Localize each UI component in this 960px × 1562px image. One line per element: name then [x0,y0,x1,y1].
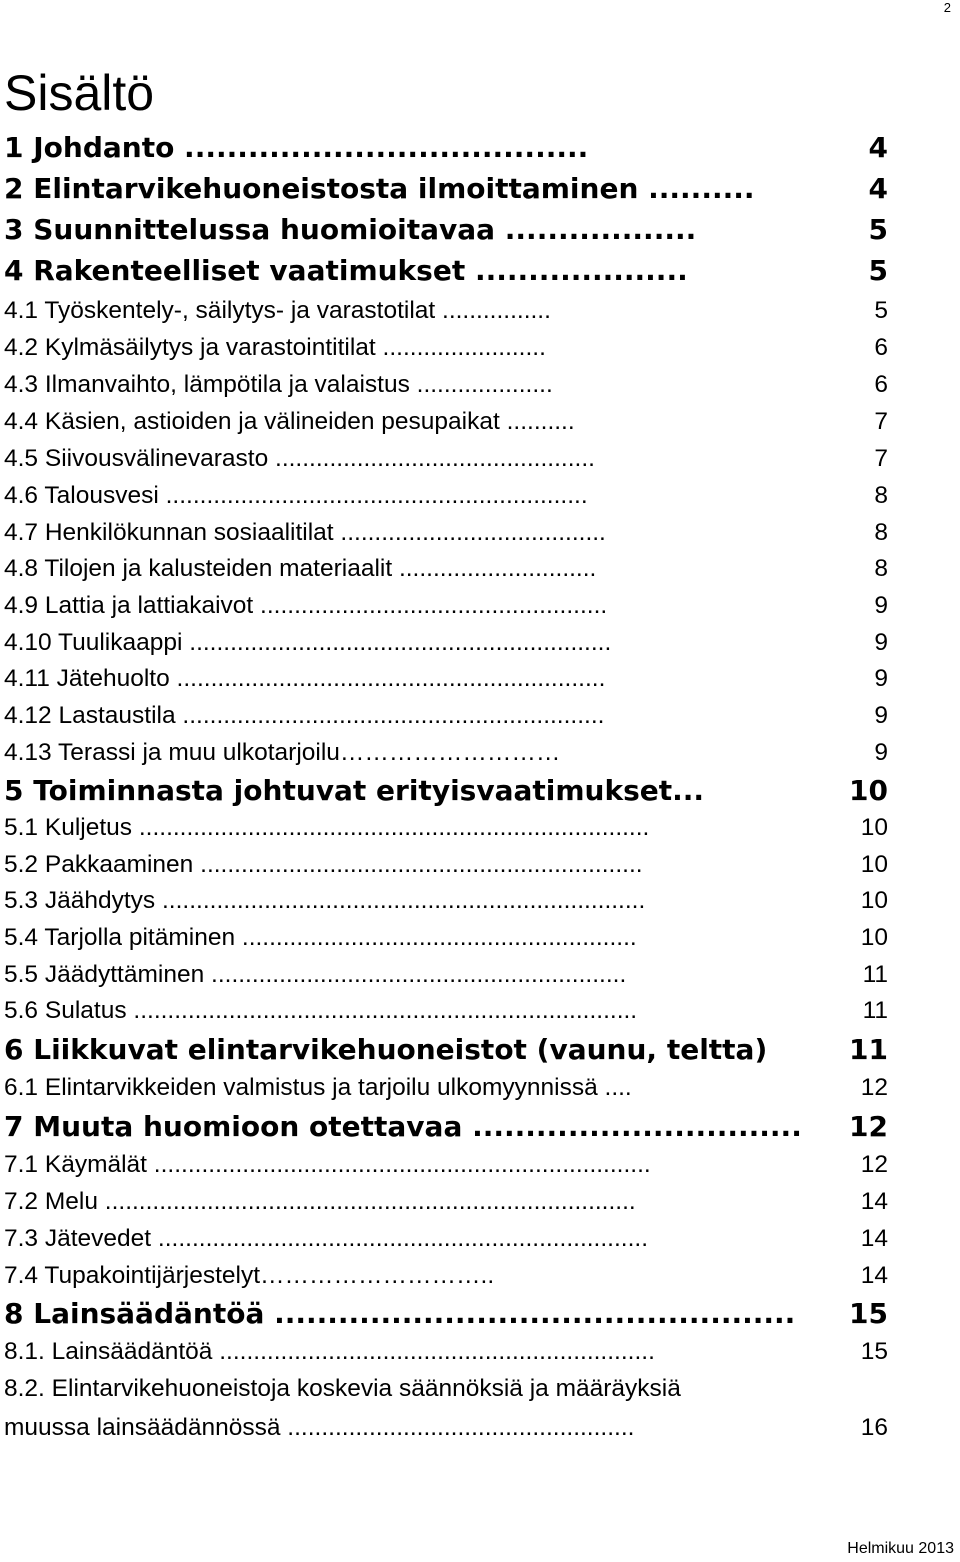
toc-entry-dots: .... [597,1074,632,1101]
toc-entry[interactable] [4,1183,904,1220]
toc-entry[interactable] [4,440,904,477]
toc-entry-label: 4.13 Terassi ja muu ulkotarjoilu [4,739,340,766]
toc-entry-dots: ............................... [462,1110,802,1143]
toc-entry-label: 5.3 Jäähdytys [4,887,156,914]
toc-entry-page: 10 [853,919,888,956]
toc-entry[interactable] [4,292,904,329]
toc-entry-label: 4.9 Lattia ja lattiakaivot [4,592,254,619]
toc-entry-dots: ............................................................. [204,961,627,988]
toc-entry-dots: ............................................................... [169,665,606,692]
toc-entry-page: 15 [841,1294,888,1334]
toc-entry-label: 8 Lainsäädäntöä [4,1297,265,1330]
toc-entry-page: 8 [866,477,888,514]
toc-entry-dots: .......... [638,172,755,205]
toc-entry-dots: ................................................... [253,592,608,619]
toc-entry-page: 10 [853,846,888,883]
toc-entry-label: 4 Rakenteelliset vaatimukset [4,254,466,287]
toc-entry-label: 7 Muuta huomioon otettavaa [4,1110,463,1143]
toc-entry[interactable] [4,919,904,956]
toc-entry-label: 4.11 Jätehuolto [4,665,170,692]
toc-entry[interactable] [4,1220,904,1257]
toc-entry-dots: ............................................... [268,445,595,472]
toc-entry-dots: .......................................................... [235,924,637,951]
toc-entry-dots: .................. [495,213,697,246]
toc-entry-page: 5 [866,292,888,329]
toc-entry[interactable] [4,550,904,587]
toc-entry-label: 5.1 Kuljetus [4,814,133,841]
toc-entry[interactable] [4,169,904,209]
toc-entry-label-line2: muussa lainsäädännössä [4,1414,281,1441]
toc-entry-page: 12 [841,1107,888,1147]
toc-entry-label: 5.2 Pakkaaminen [4,851,194,878]
toc-entry-dots: .................... [409,371,553,398]
toc-entry-page: 11 [855,992,888,1029]
toc-entry-label: 4.3 Ilmanvaihto, lämpötila ja valaistus [4,371,410,398]
toc-entry-dots: ................................................. [264,1297,796,1330]
toc-entry[interactable] [4,624,904,661]
toc-entry[interactable] [4,771,904,811]
toc-entry-label: 7.3 Jätevedet [4,1225,152,1252]
toc-entry-label-line1: 8.2. Elintarvikehuoneistoja koskevia säännöksiä ja määräyksiä [4,1375,681,1402]
toc-entry-dots: .................... [465,254,688,287]
toc-entry-dots: ................................................... [280,1414,635,1441]
toc-entry-label: 4.8 Tilojen ja kalusteiden materiaalit [4,555,393,582]
toc-entry[interactable] [4,734,904,771]
toc-entry[interactable] [4,846,904,883]
toc-entry-label: 4.5 Siivousvälinevarasto [4,445,269,472]
toc-entry-page: 6 [866,366,888,403]
toc-entry-label: 5.4 Tarjolla pitäminen [4,924,236,951]
toc-entry-page: 5 [861,251,888,291]
toc-entry-page: 16 [860,1414,888,1441]
toc-entry[interactable] [4,1030,904,1070]
toc-entry-page: 8 [866,514,888,551]
toc-entry[interactable] [4,251,904,291]
toc-entry-page: 14 [853,1220,888,1257]
toc-entry[interactable] [4,697,904,734]
toc-entry-page: 10 [853,809,888,846]
toc-entry-label: 4.1 Työskentely-, säilytys- ja varastotilat [4,297,436,324]
toc-entry-dots: ...................................... [174,131,589,164]
toc-entry[interactable] [4,956,904,993]
toc-entry-page: 12 [853,1069,888,1106]
toc-entry-dots: ... [672,774,705,807]
toc-entry-label: 6.1 Elintarvikkeiden valmistus ja tarjoilu ulkomyynnissä [4,1074,598,1101]
toc-entry-dots: .............................................................. [182,629,612,656]
toc-entry[interactable] [4,1333,904,1370]
toc-entry[interactable] [4,1257,904,1294]
toc-entry-page: 12 [853,1146,888,1183]
toc-entry-label: 7.4 Tupakointijärjestelyt [4,1262,261,1289]
toc-entry[interactable] [4,128,904,168]
toc-entry-label: 4.4 Käsien, astioiden ja välineiden pesupaikat [4,408,500,435]
toc-entry[interactable] [4,366,904,403]
toc-entry[interactable] [4,514,904,551]
toc-entry-page: 6 [866,329,888,366]
page-number: 2 [943,0,951,15]
toc-entry-label: 4.7 Henkilökunnan sosiaalitilat [4,519,334,546]
toc-entry-page: 14 [853,1257,888,1294]
toc-entry-label: 8.1. Lainsäädäntöä [4,1338,213,1365]
toc-entry[interactable] [4,882,904,919]
toc-entry-label: 5.5 Jäädyttäminen [4,961,205,988]
toc-entry-dots: ....................................... [333,519,606,546]
toc-entry-page: 9 [866,660,888,697]
toc-entry-dots: .......... [499,408,575,435]
toc-entry[interactable] [4,809,904,846]
toc-entry-label: 4.10 Tuulikaappi [4,629,183,656]
toc-entry-dots: ……………………… [339,739,561,766]
toc-entry-page: 9 [866,734,888,771]
toc-entry-page: 10 [841,771,888,811]
toc-entry[interactable] [4,210,904,250]
toc-entry-page: 4 [861,128,888,168]
toc-entry-dots: .............................................................. [158,482,588,509]
toc-entry-label: 2 Elintarvikehuoneistosta ilmoittaminen [4,172,639,205]
toc-entry-multiline[interactable] [4,1369,904,1447]
toc-entry-label: 3 Suunnittelussa huomioitavaa [4,213,496,246]
toc-entry-page: 9 [866,587,888,624]
toc-entry-label: 4.2 Kylmäsäilytys ja varastointitilat [4,334,376,361]
toc-entry-page: 14 [853,1183,888,1220]
toc-entry[interactable] [4,1107,904,1147]
toc-entry[interactable] [4,403,904,440]
toc-entry-page: 10 [853,882,888,919]
toc-entry-dots: ........................................................................ [151,1225,649,1252]
toc-entry-label: 1 Johdanto [4,131,175,164]
toc-entry-label: 7.1 Käymälät [4,1151,147,1178]
toc-entry-dots: .......................................................................... [126,997,638,1024]
toc-entry[interactable] [4,992,904,1029]
toc-entry-dots: ....................................................................... [155,887,646,914]
toc-entry-page: 7 [866,440,888,477]
toc-entry-page: 9 [866,624,888,661]
toc-entry-dots: .............................................................. [175,702,605,729]
toc-entry-dots: ........................................................................... [132,814,650,841]
toc-entry-label: 5.6 Sulatus [4,997,127,1024]
toc-entry-page: 15 [853,1333,888,1370]
toc-entry-page: 11 [855,956,888,993]
toc-entry-page: 8 [866,550,888,587]
toc-entry-label: 5 Toiminnasta johtuvat erityisvaatimukset [4,774,673,807]
toc-entry-dots: ........................ [375,334,546,361]
toc-entry-page: 4 [861,169,888,209]
toc-entry[interactable] [4,477,904,514]
toc-entry[interactable] [4,1146,904,1183]
toc-entry-page: 9 [866,697,888,734]
toc-entry-page: 11 [841,1030,888,1070]
toc-entry-label: 4.6 Talousvesi [4,482,159,509]
footer-date: Helmikuu 2013 [847,1540,954,1557]
toc-entry[interactable] [4,587,904,624]
toc-entry-dots: ................ [435,297,551,324]
toc-entry-dots: .............................................................................. [97,1188,636,1215]
toc-entry-dots: ................................................................ [212,1338,655,1365]
toc-entry-dots: ......................................................................... [147,1151,651,1178]
toc-entry-page: 7 [866,403,888,440]
toc-title: Sisältö [4,65,155,121]
toc-entry-label: 7.2 Melu [4,1188,98,1215]
toc-entry[interactable] [4,1294,904,1334]
toc-entry[interactable] [4,1069,904,1106]
toc-entry-dots: ................................................................. [193,851,643,878]
toc-entry-label: 6 Liikkuvat elintarvikehuoneistot (vaunu, teltta) [4,1033,768,1066]
toc-entry-label: 4.12 Lastaustila [4,702,176,729]
toc-entry-page: 5 [861,210,888,250]
toc-entry[interactable] [4,660,904,697]
toc-entry-dots: ............................. [392,555,597,582]
toc-entry-dots: ……………………….. [260,1262,495,1289]
toc-entry[interactable] [4,329,904,366]
